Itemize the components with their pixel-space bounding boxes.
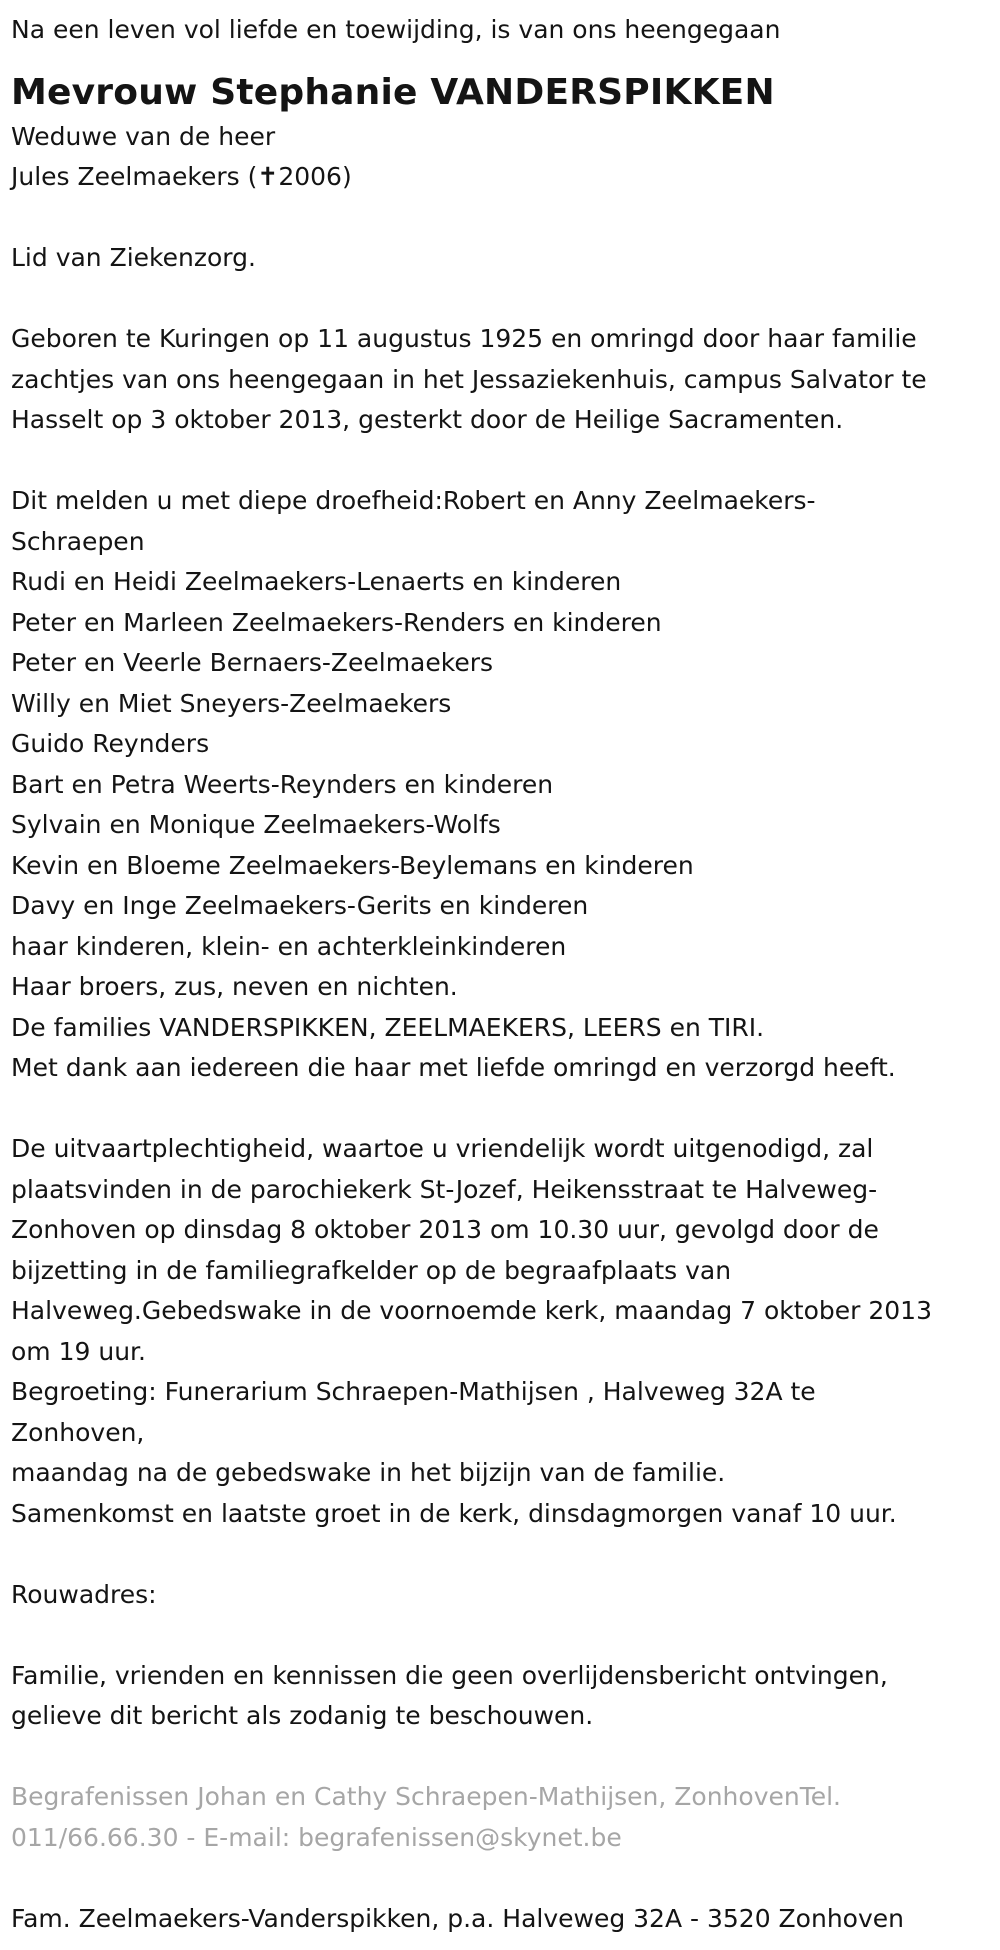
mourner-line: Guido Reynders bbox=[11, 729, 210, 758]
funeral-home-line: 011/66.66.30 - E-mail: begrafenissen@skynet.be bbox=[11, 1822, 622, 1852]
spacer bbox=[11, 1858, 1000, 1899]
mourner-line: Haar broers, zus, neven en nichten. bbox=[11, 972, 458, 1001]
mourner-line: Sylvain en Monique Zeelmaekers-Wolfs bbox=[11, 810, 501, 839]
mourner-line: Peter en Veerle Bernaers-Zeelmaekers bbox=[11, 648, 494, 677]
family-address: Fam. Zeelmaekers-Vanderspikken, p.a. Halveweg 32A - 3520 Zonhoven bbox=[11, 1903, 904, 1933]
mourner-line: Peter en Marleen Zeelmaekers-Renders en kinderen bbox=[11, 607, 662, 637]
widow-line: Weduwe van de heer bbox=[11, 121, 276, 151]
ceremony-line: Halveweg.Gebedswake in de voornoemde kerk, maandag 7 oktober 2013 bbox=[11, 1296, 932, 1325]
mourners-block bbox=[11, 481, 1000, 1089]
mourner-line: Bart en Petra Weerts-Reynders en kinderen bbox=[11, 769, 554, 799]
ceremony-block bbox=[11, 1129, 1000, 1534]
ceremony-line: om 19 uur. bbox=[11, 1336, 146, 1366]
mourner-line: Dit melden u met diepe droefheid:Robert en Anny Zeelmaekers- bbox=[11, 486, 816, 515]
widow-block bbox=[11, 117, 1000, 198]
funeral-home-block bbox=[11, 1777, 1000, 1858]
funeral-home-line: Begrafenissen Johan en Cathy Schraepen-Mathijsen, ZonhovenTel. bbox=[11, 1782, 842, 1811]
widow-line: Jules Zeelmaekers (✝2006) bbox=[11, 162, 352, 191]
ceremony-line: Begroeting: Funerarium Schraepen-Mathijsen , Halveweg 32A te bbox=[11, 1377, 816, 1406]
notice-block bbox=[11, 1656, 1000, 1737]
birth-line: zachtjes van ons heengegaan in het Jessaziekenhuis, campus Salvator te bbox=[11, 364, 927, 394]
ceremony-line: Zonhoven op dinsdag 8 oktober 2013 om 10.30 uur, gevolgd door de bbox=[11, 1215, 879, 1244]
mourner-line: De families VANDERSPIKKEN, ZEELMAEKERS, LEERS en TIRI. bbox=[11, 1012, 765, 1042]
mourner-line: haar kinderen, klein- en achterkleinkinderen bbox=[11, 931, 567, 961]
mourner-line: Met dank aan iedereen die haar met liefde omringd en verzorgd heeft. bbox=[11, 1053, 896, 1082]
ceremony-line: maandag na de gebedswake in het bijzijn van de familie. bbox=[11, 1458, 726, 1487]
mourner-line: Kevin en Bloeme Zeelmaekers-Beylemans en kinderen bbox=[11, 850, 694, 880]
spacer bbox=[11, 1615, 1000, 1656]
mourner-line: Willy en Miet Sneyers-Zeelmaekers bbox=[11, 688, 452, 718]
mourner-line: Schraepen bbox=[11, 526, 145, 556]
birth-block bbox=[11, 319, 1000, 441]
ceremony-line: De uitvaartplechtigheid, waartoe u vriendelijk wordt uitgenodigd, zal bbox=[11, 1134, 874, 1163]
spacer bbox=[11, 441, 1000, 482]
spacer bbox=[11, 198, 1000, 239]
ceremony-line: Samenkomst en laatste groet in de kerk, dinsdagmorgen vanaf 10 uur. bbox=[11, 1498, 897, 1528]
mourner-line: Rudi en Heidi Zeelmaekers-Lenaerts en kinderen bbox=[11, 567, 622, 596]
spacer bbox=[11, 279, 1000, 320]
ceremony-line: plaatsvinden in de parochiekerk St-Jozef, Heikensstraat te Halveweg- bbox=[11, 1174, 878, 1204]
notice-line: gelieve dit bericht als zodanig te beschouwen. bbox=[11, 1701, 594, 1730]
membership-text: Lid van Ziekenzorg. bbox=[11, 243, 256, 272]
notice-line: Familie, vrienden en kennissen die geen overlijdensbericht ontvingen, bbox=[11, 1660, 888, 1690]
ceremony-line: Zonhoven, bbox=[11, 1417, 145, 1447]
birth-line: Hasselt op 3 oktober 2013, gesterkt door de Heilige Sacramenten. bbox=[11, 405, 844, 434]
deceased-name: Mevrouw Stephanie VANDERSPIKKEN bbox=[11, 71, 775, 113]
intro-text: Na een leven vol liefde en toewijding, is van ons heengegaan bbox=[11, 15, 781, 44]
ceremony-line: bijzetting in de familiegrafkelder op de begraafplaats van bbox=[11, 1255, 732, 1285]
spacer bbox=[11, 1737, 1000, 1778]
birth-line: Geboren te Kuringen op 11 augustus 1925 en omringd door haar familie bbox=[11, 324, 917, 353]
mourner-line: Davy en Inge Zeelmaekers-Gerits en kinderen bbox=[11, 891, 589, 920]
address-label: Rouwadres: bbox=[11, 1579, 157, 1609]
spacer bbox=[11, 1089, 1000, 1130]
spacer bbox=[11, 1534, 1000, 1575]
